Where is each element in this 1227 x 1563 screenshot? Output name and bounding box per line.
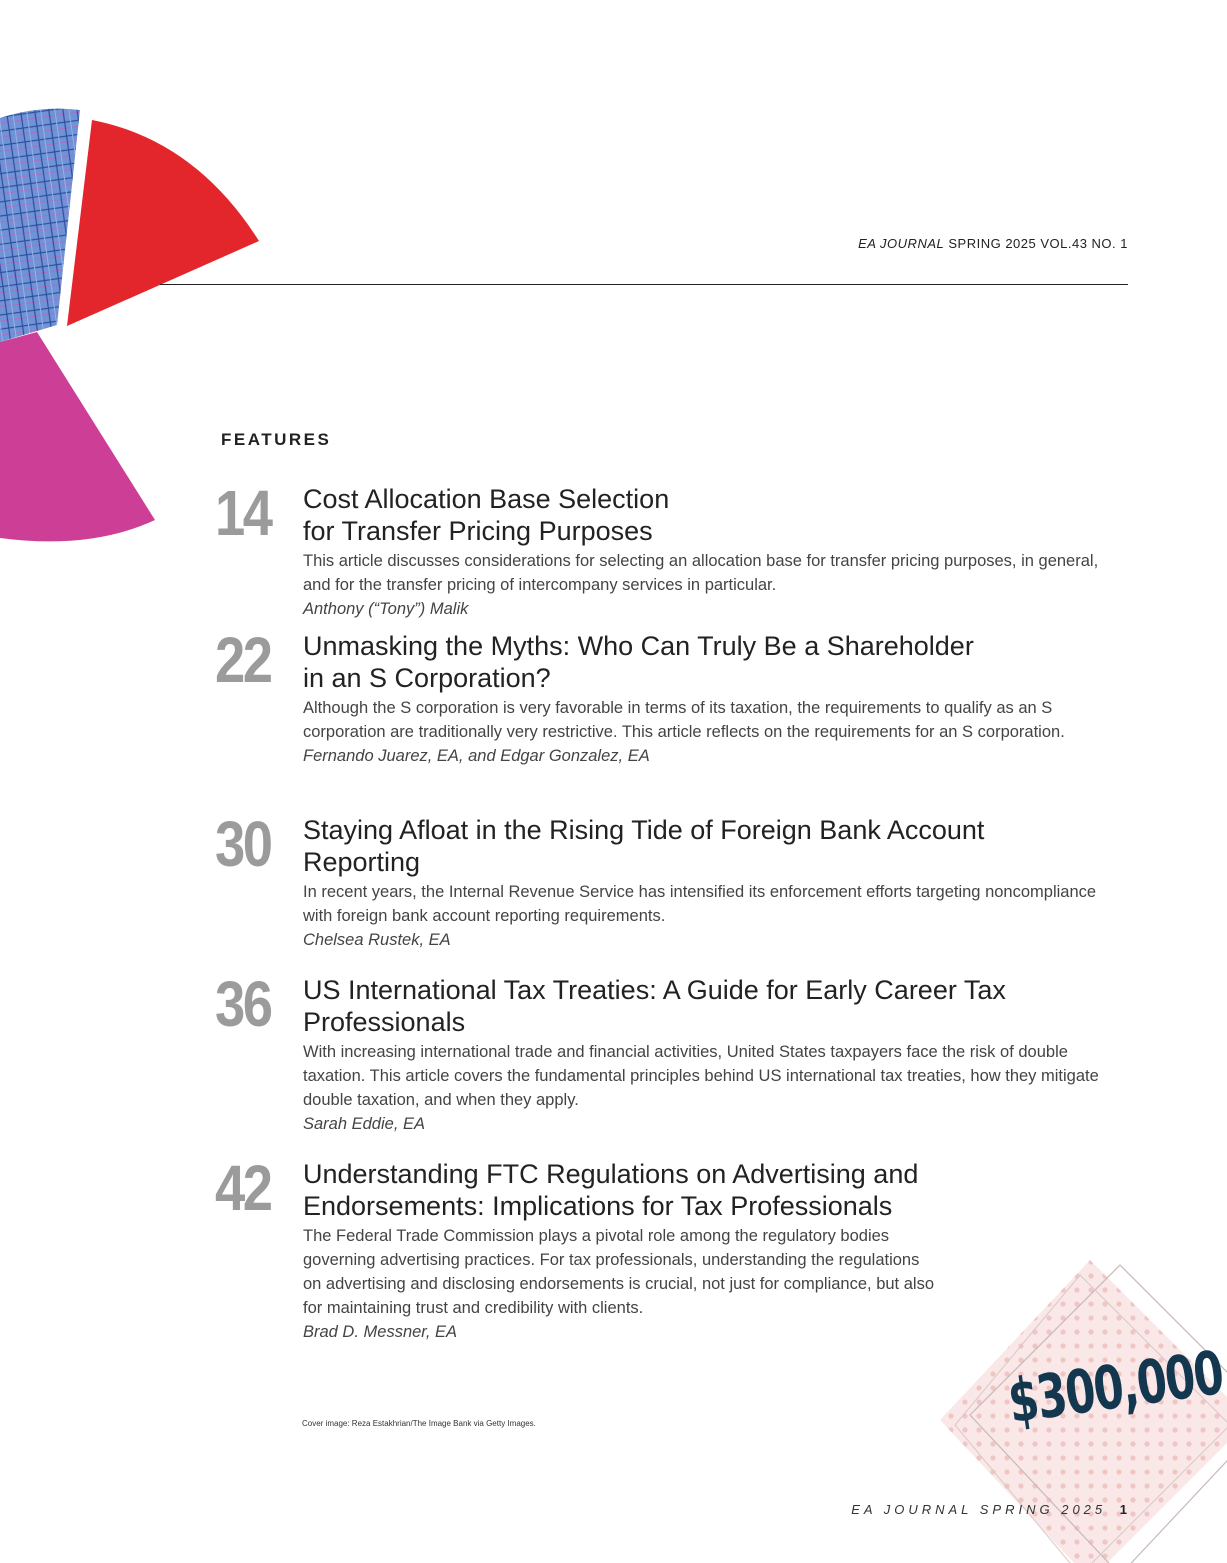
masthead-journal: EA JOURNAL bbox=[858, 236, 945, 251]
article-page-number: 36 bbox=[215, 968, 271, 1040]
article-author: Sarah Eddie, EA bbox=[303, 1115, 425, 1133]
article-author: Fernando Juarez, EA, and Edgar Gonzalez, EA bbox=[303, 747, 650, 765]
article-page-number: 30 bbox=[215, 808, 271, 880]
article-item[interactable] bbox=[215, 808, 1105, 952]
article-description: With increasing international trade and financial activities, United States taxpayers face the risk of double taxation. This article covers the fundamental principles behind US international tax treaties, how they mitigate double taxation, and when they apply. bbox=[303, 1043, 1099, 1109]
article-page-number: 42 bbox=[215, 1152, 271, 1224]
article-description: The Federal Trade Commission plays a pivotal role among the regulatory bodies governing advertising practices. For tax professionals, understanding the regulations on advertising and disclosing endorsements is crucial, not just for compliance, but also for maintaining trust and credibility with clients. bbox=[303, 1227, 934, 1317]
article-title[interactable]: Staying Afloat in the Rising Tide of Foreign Bank Account Reporting bbox=[303, 815, 985, 877]
article-item[interactable] bbox=[215, 968, 1105, 1136]
pie-slice-blue bbox=[0, 109, 80, 342]
article-item[interactable] bbox=[215, 1152, 935, 1344]
header-rule bbox=[160, 284, 1128, 285]
page-footer bbox=[851, 1502, 1127, 1517]
masthead bbox=[858, 236, 1128, 251]
pie-decoration bbox=[0, 0, 300, 560]
money-amount: $300,000 bbox=[1004, 1338, 1227, 1438]
section-label: FEATURES bbox=[221, 430, 332, 449]
pie-slice-magenta bbox=[0, 332, 155, 541]
pie-slice-red bbox=[67, 120, 259, 326]
article-description: In recent years, the Internal Revenue Service has intensified its enforcement efforts targeting noncompliance with foreign bank account reporting requirements. bbox=[303, 883, 1097, 925]
article-author: Anthony (“Tony”) Malik bbox=[303, 600, 469, 618]
article-title[interactable]: Unmasking the Myths: Who Can Truly Be a Shareholder in an S Corporation? bbox=[303, 631, 974, 693]
article-title[interactable]: Understanding FTC Regulations on Advertising and Endorsements: Implications for Tax Professionals bbox=[303, 1159, 919, 1221]
article-description: This article discusses considerations for selecting an allocation base for transfer pricing purposes, in general, and for the transfer pricing of intercompany services in particular. bbox=[303, 552, 1099, 594]
article-description: Although the S corporation is very favorable in terms of its taxation, the requirements to qualify as an S corporation are traditionally very restrictive. This article reflects on the requirements for an S corporation. bbox=[303, 699, 1065, 741]
article-title[interactable]: US International Tax Treaties: A Guide for Early Career Tax Professionals bbox=[303, 975, 1006, 1037]
article-page-number: 14 bbox=[215, 477, 271, 549]
article-item[interactable] bbox=[215, 624, 1105, 768]
cover-image-credit: Cover image: Reza Estakhrian/The Image Bank via Getty Images. bbox=[302, 1419, 536, 1428]
article-item[interactable] bbox=[215, 477, 1105, 621]
article-page-number: 22 bbox=[215, 624, 271, 696]
article-title[interactable]: Cost Allocation Base Selection for Transfer Pricing Purposes bbox=[303, 484, 670, 546]
page-number: 1 bbox=[1119, 1502, 1127, 1517]
masthead-issue: SPRING 2025 VOL.43 NO. 1 bbox=[948, 236, 1128, 251]
article-author: Chelsea Rustek, EA bbox=[303, 931, 451, 949]
footer-journal: EA JOURNAL SPRING 2025 bbox=[851, 1502, 1107, 1517]
article-author: Brad D. Messner, EA bbox=[303, 1323, 458, 1341]
